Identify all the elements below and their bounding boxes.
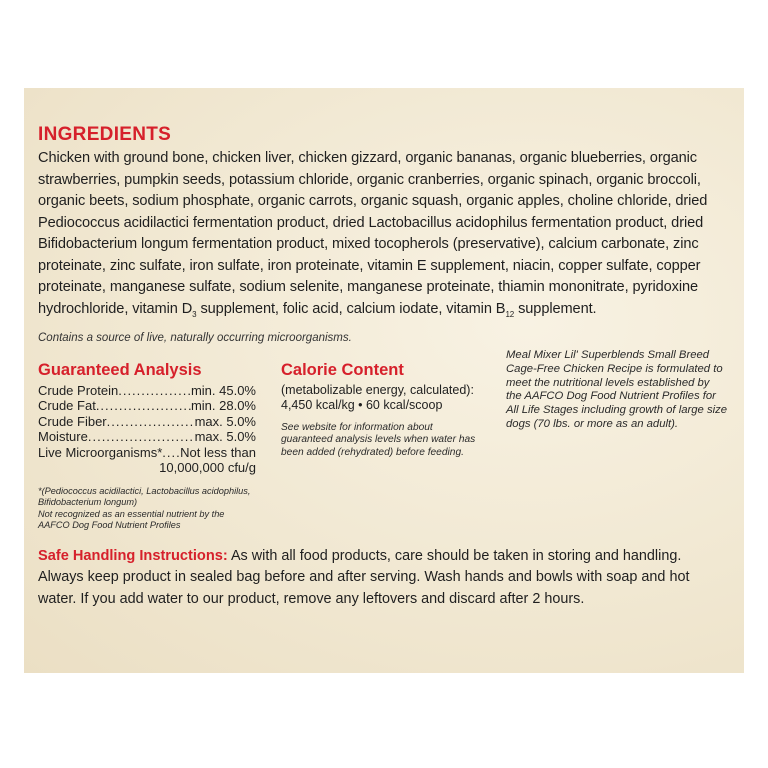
analysis-row [38,383,256,399]
ingredients-text-part2: supplement, folic acid, calcium iodate, vitamin B [196,300,506,317]
guaranteed-analysis [38,361,256,532]
calorie-note: See website for information about guaranteed analysis levels when water has been added (rehydrated) before feeding. [281,421,476,458]
info-columns [38,348,728,546]
analysis-row [38,445,256,461]
aafco-statement-text: Meal Mixer Lil' Superblends Small Breed Cage-Free Chicken Recipe is formulated to meet the nutritional levels established by the AAFCO Dog Food Nutrient Profiles for All Life Stages including growth of large size dogs (70 lbs. or more as an adult). [506,348,728,430]
analysis-value: max. 5.0% [194,413,256,429]
ingredients-subscript-b: 12 [505,309,515,319]
dot-leader [88,429,195,445]
aafco-statement [506,349,728,432]
analysis-name: Crude Protein [38,382,119,398]
ingredients-text-part3: supplement. [514,300,597,317]
calorie-content [281,361,481,460]
ingredients-subscript-d: 3 [192,309,197,319]
dot-leader [96,398,191,414]
dot-leader [107,414,195,430]
ingredients-text-part1: Chicken with ground bone, chicken liver, chicken gizzard, organic bananas, organic blueberries, organic strawberries, pumpkin seeds, potassium chloride, organic cranberries, organic spinach, organic broccoli, organic beets, sodium phosphate, organic carrots, organic squash, organic apples, choline chloride, dried Pediococcus acidilactici fermentation product, dried Lactobacillus acidophilus fermentation product, dried Bifidobacterium longum fermentation product, mixed tocopherols (preservative), calcium carbonate, zinc proteinate, zinc sulfate, iron sulfate, iron proteinate, vitamin E supplement, niacin, copper sulfate, copper proteinate, manganese sulfate, sodium selenite, manganese proteinate, thiamin mononitrate, pyridoxine hydrochloride, vitamin D [38,150,708,317]
analysis-value: max. 5.0% [194,429,256,445]
analysis-value: min. 28.0% [190,398,256,414]
label-content [38,124,728,610]
analysis-value: min. 45.0% [190,382,256,398]
safe-handling-text: As with all food products, care should be taken in storing and handling. Always keep product in sealed bag before and after serving. Wash hands and bowls with soap and hot water. If you add water to our product, remove any leftovers and discard after 2 hours. [38,547,690,607]
analysis-row [38,398,256,414]
dot-leader [162,445,180,461]
dot-leader [118,383,191,399]
ingredients-list [38,148,728,325]
label-panel [24,88,744,673]
footnote-aafco: Not recognized as an essential nutrient by the AAFCO Dog Food Nutrient Profiles [38,508,225,531]
analysis-name: Crude Fat [38,398,96,414]
analysis-name: Live Microorganisms* [38,444,163,460]
calorie-value: 4,450 kcal/kg • 60 kcal/scoop [281,398,443,413]
ingredients-title: INGREDIENTS [38,124,172,145]
footnote-strains: *(Pediococcus acidilactici, Lactobacillus acidophilus, Bifidobacterium longum) [38,485,251,508]
calorie-content-title: Calorie Content [281,360,404,379]
guaranteed-analysis-title: Guaranteed Analysis [38,360,202,379]
safe-handling-title: Safe Handling Instructions: [38,547,228,564]
analysis-row [38,414,256,430]
analysis-value: Not less than [180,444,256,460]
microorganisms-note: Contains a source of live, naturally occurring microorganisms. [38,331,352,344]
analysis-continuation: 10,000,000 cfu/g [159,460,256,476]
analysis-row [38,429,256,445]
calorie-subtitle: (metabolizable energy, calculated): [281,382,474,397]
analysis-footnotes [38,486,256,532]
analysis-name: Crude Fiber [38,413,107,429]
safe-handling [38,546,728,611]
analysis-name: Moisture [38,429,88,445]
